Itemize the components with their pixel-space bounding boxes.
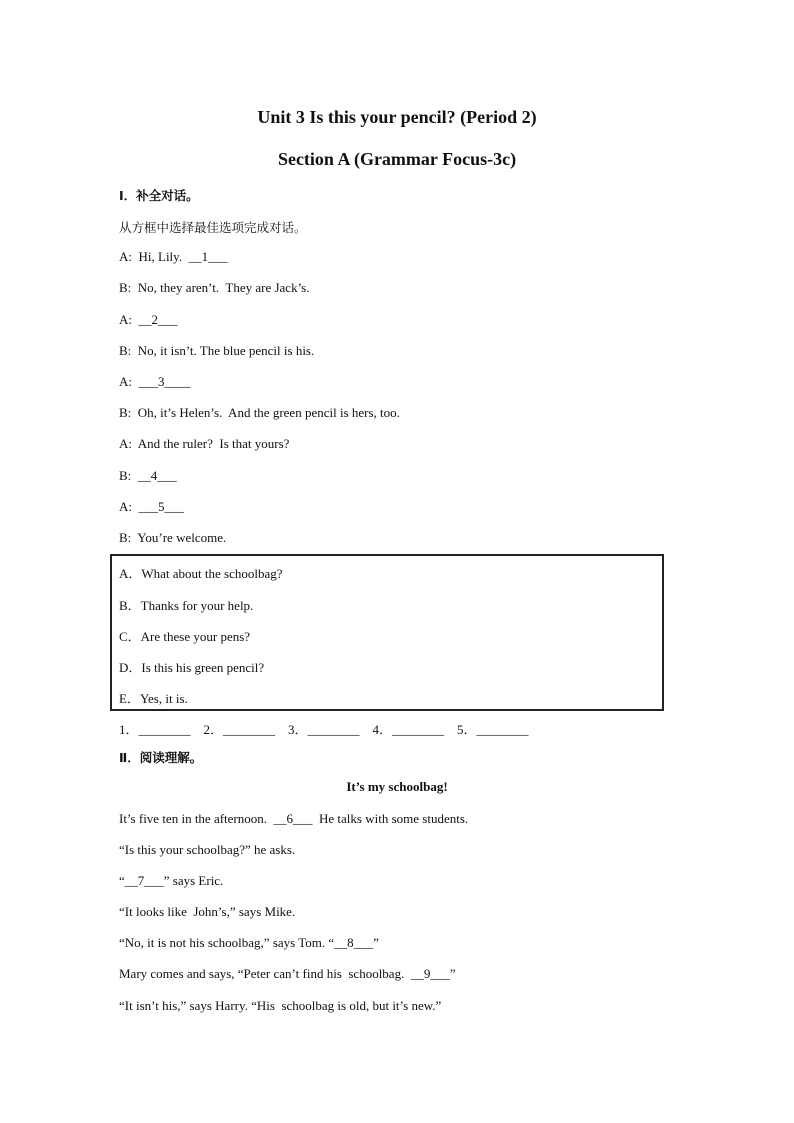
option-item: A．What about the schoolbag? bbox=[119, 566, 283, 581]
option-item: E．Yes, it is. bbox=[119, 691, 188, 706]
dialogue-line: A: ___5___ bbox=[119, 499, 184, 514]
dialogue-line: B: No, it isn’t. The blue pencil is his. bbox=[119, 343, 315, 358]
passage-title: It’s my schoolbag! bbox=[346, 779, 448, 794]
passage-line: “No, it is not his schoolbag,” says Tom. “__8___” bbox=[119, 935, 379, 950]
passage-line: “It looks like John’s,” says Mike. bbox=[119, 904, 296, 919]
passage-line: It’s five ten in the afternoon. __6___ He talks with some students. bbox=[119, 811, 469, 826]
dialogue-line: A: Hi, Lily. __1___ bbox=[119, 249, 228, 264]
option-item: B．Thanks for your help. bbox=[119, 598, 254, 613]
option-item: D．Is this his green pencil? bbox=[119, 660, 265, 675]
dialogue-line: B: No, they aren’t. They are Jack’s. bbox=[119, 280, 310, 295]
dialogue-line: A: ___3____ bbox=[119, 374, 191, 389]
page-subtitle: Section A (Grammar Focus-3c) bbox=[277, 149, 517, 169]
passage-line: “Is this your schoolbag?” he asks. bbox=[119, 842, 296, 857]
passage-line: “It isn’t his,” says Harry. “His schoolbag is old, but it’s new.” bbox=[119, 998, 442, 1013]
answer-blanks: 1．________ 2．________ 3．________ 4．________ 5．________ bbox=[119, 722, 529, 737]
part1-instruction: 从方框中选择最佳选项完成对话。 bbox=[119, 220, 307, 235]
dialogue-line: B: You’re welcome. bbox=[119, 530, 227, 545]
page-title: Unit 3 Is this your pencil? (Period 2) bbox=[257, 107, 537, 127]
passage-line: “__7___” says Eric. bbox=[119, 873, 224, 888]
dialogue-line: A: __2___ bbox=[119, 312, 178, 327]
dialogue-line: B: Oh, it’s Helen’s. And the green pencil is hers, too. bbox=[119, 405, 400, 420]
passage-line: Mary comes and says, “Peter can’t find his schoolbag. __9___” bbox=[119, 966, 456, 981]
option-item: C．Are these your pens? bbox=[119, 629, 251, 644]
part1-heading: Ⅰ．补全对话。 bbox=[119, 188, 199, 203]
dialogue-line: A: And the ruler? Is that yours? bbox=[119, 436, 290, 451]
part2-heading: Ⅱ．阅读理解。 bbox=[119, 750, 203, 765]
dialogue-line: B: __4___ bbox=[119, 468, 177, 483]
